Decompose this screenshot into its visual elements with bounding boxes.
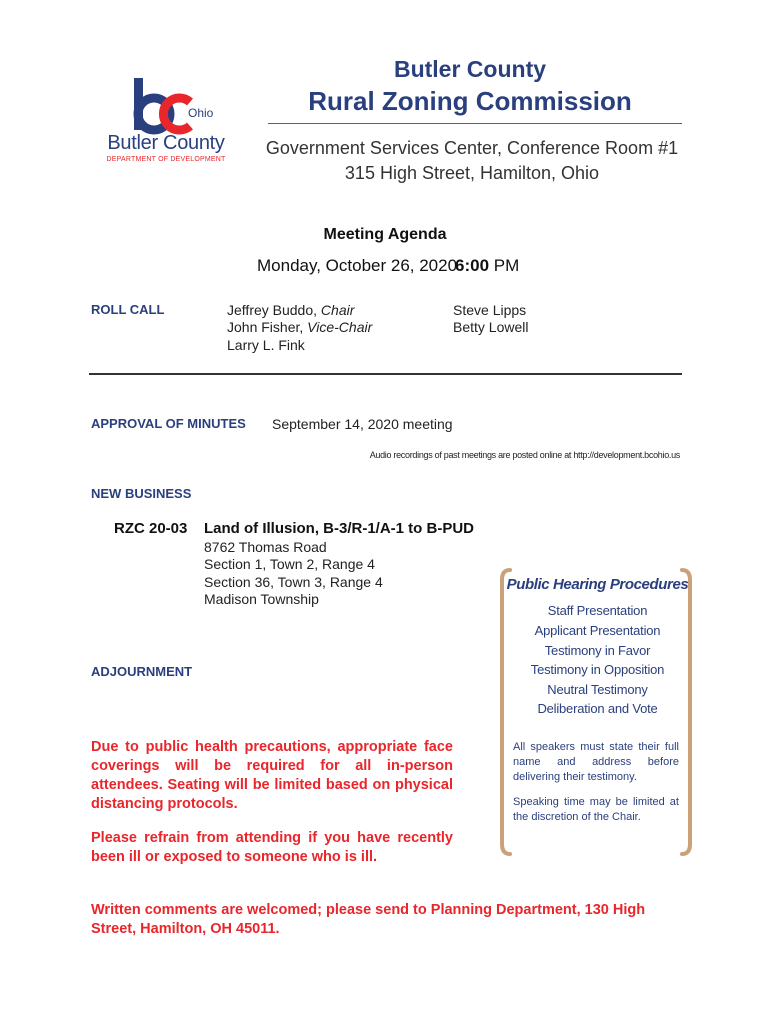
audio-recordings-note: Audio recordings of past meetings are posted online at http://development.bcohio.us <box>369 450 680 460</box>
member-role: Vice-Chair <box>307 319 373 335</box>
health-notice: Due to public health precautions, appropriate face coverings will be required for all in-person attendees. Seating will be limited based on physical distancing protocols. <box>91 739 453 812</box>
procedure-step: Staff Presentation <box>547 603 648 618</box>
logo-name: Butler County <box>107 132 225 154</box>
case-address-line: Madison Township <box>204 591 319 607</box>
member-fink: Larry L. Fink <box>227 337 305 353</box>
case-address-line: Section 36, Town 3, Range 4 <box>204 574 383 590</box>
member-role: Chair <box>320 302 355 318</box>
member-name: Jeffrey Buddo, <box>227 302 321 318</box>
member-lipps: Steve Lipps <box>453 302 527 318</box>
member-chair <box>227 302 354 318</box>
case-title: Land of Illusion, B-3/R-1/A-1 to B-PUD <box>204 520 474 537</box>
case-address-line: 8762 Thomas Road <box>204 539 327 555</box>
agenda-date: Monday, October 26, 2020 <box>257 256 458 275</box>
agenda-time-suffix: PM <box>489 256 520 275</box>
venue-line1: Government Services Center, Conference Room #1 <box>265 138 679 158</box>
member-name: John Fisher, <box>227 319 308 335</box>
written-comments-notice: Written comments are welcomed; please send to Planning Department, 130 High Street, Hamilton, OH 45011. <box>91 902 646 937</box>
venue-line2: 315 High Street, Hamilton, Ohio <box>344 163 600 183</box>
illness-notice: Please refrain from attending if you have recently been ill or exposed to someone who is ill. <box>91 830 453 865</box>
title-divider <box>268 123 682 124</box>
member-vice-chair <box>227 319 372 335</box>
header-title-line1: Butler County <box>393 56 547 82</box>
public-hearing-title: Public Hearing Procedures <box>506 576 689 593</box>
header-title-line2: Rural Zoning Commission <box>308 86 632 116</box>
member-lowell: Betty Lowell <box>453 319 529 335</box>
agenda-time <box>455 256 519 276</box>
new-business-label: NEW BUSINESS <box>91 486 192 501</box>
agenda-title: Meeting Agenda <box>323 226 447 243</box>
procedure-step: Testimony in Favor <box>544 643 651 658</box>
procedure-step: Neutral Testimony <box>547 682 648 697</box>
logo-ohio-text: Ohio <box>188 106 214 120</box>
roll-call-label: ROLL CALL <box>91 302 165 317</box>
agenda-time-value: 6:00 <box>455 256 490 275</box>
adjournment-label: ADJOURNMENT <box>91 664 193 679</box>
approval-of-minutes-label: APPROVAL OF MINUTES <box>91 416 246 431</box>
procedure-step: Testimony in Opposition <box>530 662 665 677</box>
minutes-meeting-date: September 14, 2020 meeting <box>272 416 453 432</box>
speaker-rules-note: All speakers must state their full name and address before delivering their testimony. <box>513 741 679 783</box>
procedure-step: Applicant Presentation <box>534 623 661 638</box>
procedure-step: Deliberation and Vote <box>537 701 658 716</box>
speaking-time-note: Speaking time may be limited at the discretion of the Chair. <box>513 796 679 823</box>
logo-department: DEPARTMENT OF DEVELOPMENT <box>106 156 226 163</box>
case-address-line: Section 1, Town 2, Range 4 <box>204 556 375 572</box>
section-divider <box>89 373 682 375</box>
case-id: RZC 20-03 <box>114 520 188 537</box>
